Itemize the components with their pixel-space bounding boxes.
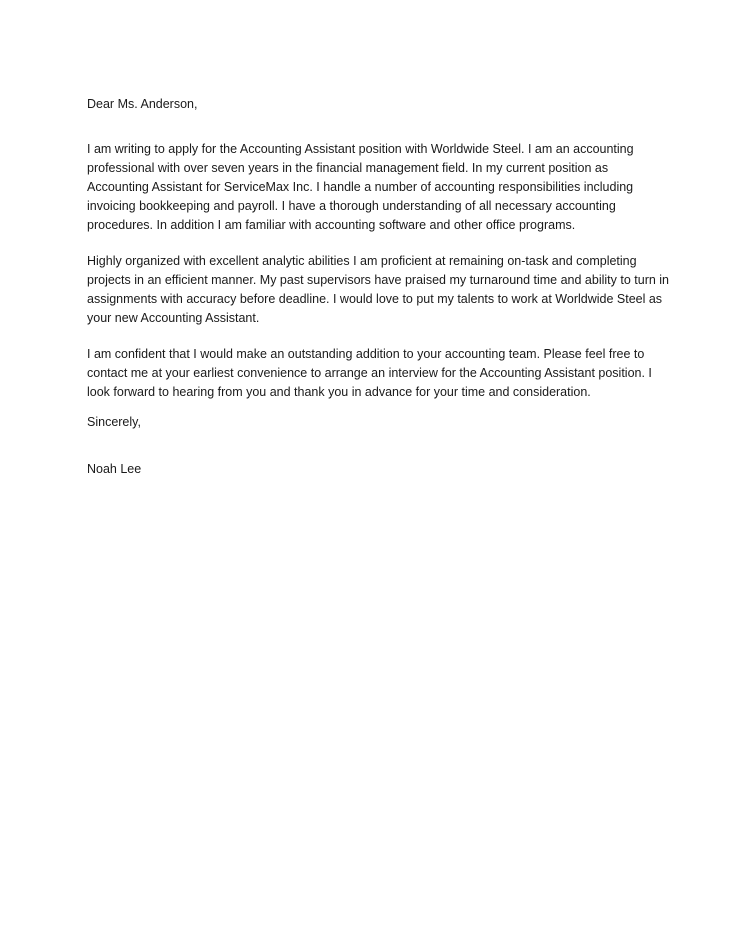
paragraph-line: I am writing to apply for the Accounting Assistant position with Worldwide Steel. I am an accounting — [87, 142, 634, 156]
paragraph-line: invoicing bookkeeping and payroll. I have a thorough understanding of all necessary accounting — [87, 199, 616, 213]
paragraph-line: assignments with accuracy before deadline. I would love to put my talents to work at Worldwide Steel as — [87, 292, 663, 306]
paragraph-line: procedures. In addition I am familiar with accounting software and other office programs. — [87, 218, 576, 232]
paragraph-line: look forward to hearing from you and thank you in advance for your time and consideration. — [87, 385, 591, 399]
paragraph-qualifications — [87, 252, 669, 328]
paragraph-line: I am confident that I would make an outstanding addition to your accounting team. Please feel free to — [87, 347, 645, 361]
paragraph-line: Highly organized with excellent analytic abilities I am proficient at remaining on-task and completing — [87, 254, 637, 268]
paragraph-closing — [87, 345, 652, 402]
closing-phrase: Sincerely, — [87, 415, 141, 429]
paragraph-line: contact me at your earliest convenience to arrange an interview for the Accounting Assistant position. I — [87, 366, 652, 380]
paragraph-line: professional with over seven years in the financial management field. In my current position as — [87, 161, 609, 175]
signature-name: Noah Lee — [87, 462, 142, 476]
salutation: Dear Ms. Anderson, — [87, 97, 198, 111]
paragraph-intro — [87, 140, 634, 235]
paragraph-line: projects in an efficient manner. My past supervisors have praised my turnaround time and ability to turn in — [87, 273, 670, 287]
paragraph-line: your new Accounting Assistant. — [87, 311, 260, 325]
paragraph-line: Accounting Assistant for ServiceMax Inc. I handle a number of accounting responsibilities including — [87, 180, 634, 194]
